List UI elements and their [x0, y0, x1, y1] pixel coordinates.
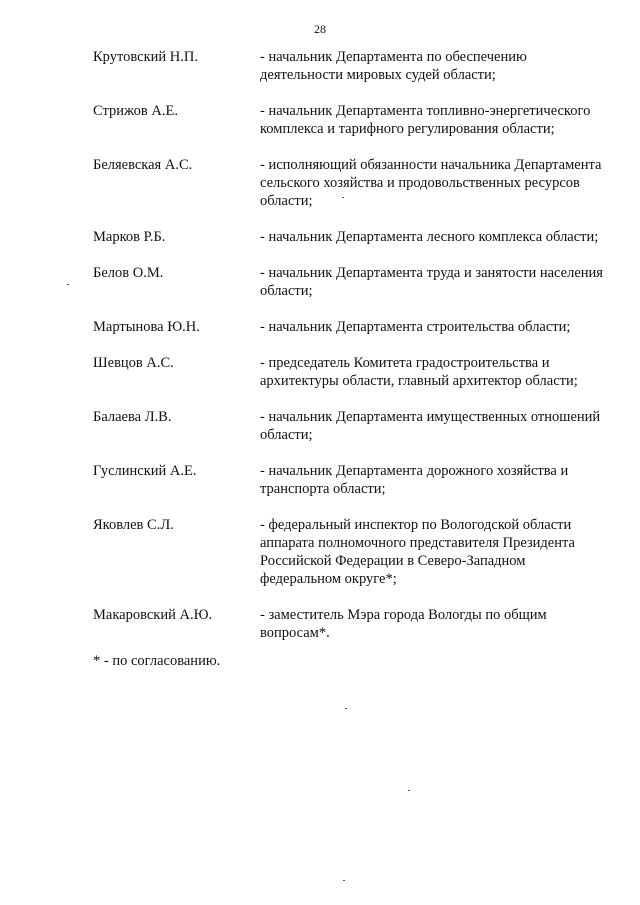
member-name: Стрижов А.Е. [93, 103, 178, 119]
member-entry [0, 516, 640, 588]
scan-speck [342, 197, 344, 198]
member-position [260, 228, 625, 246]
position-line: деятельности мировых судей области; [260, 67, 496, 83]
scan-speck [408, 790, 410, 791]
member-entry [0, 318, 640, 336]
position-line: - начальник Департамента имущественных отношений [260, 409, 601, 425]
member-entry [0, 408, 640, 444]
member-name: Балаева Л.В. [93, 409, 172, 425]
footnote: * - по согласованию. [93, 653, 221, 669]
position-line: Российской Федерации в Северо-Западном [260, 553, 526, 569]
position-line: архитектуры области, главный архитектор области; [260, 373, 578, 389]
position-line: области; [260, 427, 313, 443]
member-name: Шевцов А.С. [93, 355, 174, 371]
member-name: Макаровский А.Ю. [93, 607, 213, 623]
member-name: Гуслинский А.Е. [93, 463, 197, 479]
position-line: области; [260, 283, 313, 299]
member-position [260, 606, 625, 642]
member-position [260, 318, 625, 336]
member-position [260, 408, 625, 444]
position-line: - федеральный инспектор по Вологодской области [260, 517, 572, 533]
position-line: - начальник Департамента труда и занятости населения [260, 265, 603, 281]
member-position [260, 462, 625, 498]
position-line: транспорта области; [260, 481, 386, 497]
position-line: - начальник Департамента строительства области; [260, 319, 571, 335]
position-line: - начальник Департамента лесного комплекса области; [260, 229, 599, 245]
member-name: Мартынова Ю.Н. [93, 319, 200, 335]
member-entry [0, 102, 640, 138]
member-entry [0, 228, 640, 246]
position-line: - исполняющий обязанности начальника Департамента [260, 157, 602, 173]
member-entry [0, 156, 640, 210]
member-position [260, 48, 625, 84]
position-line: федеральном округе*; [260, 571, 397, 587]
member-position [260, 516, 625, 588]
member-entry [0, 462, 640, 498]
member-position [260, 264, 625, 300]
position-line: - заместитель Мэра города Вологды по общим [260, 607, 547, 623]
position-line: аппарата полномочного представителя Президента [260, 535, 575, 551]
member-position [260, 354, 625, 390]
member-position [260, 102, 625, 138]
member-entry [0, 264, 640, 300]
member-name: Беляевская А.С. [93, 157, 193, 173]
position-line: области; [260, 193, 313, 209]
member-name: Белов О.М. [93, 265, 164, 281]
scan-speck [343, 880, 345, 881]
page-number: 28 [314, 22, 326, 36]
position-line: вопросам*. [260, 625, 330, 641]
scan-speck [345, 708, 347, 709]
member-position [260, 156, 625, 210]
position-line: комплекса и тарифного регулирования области; [260, 121, 555, 137]
member-entry [0, 48, 640, 84]
position-line: - начальник Департамента дорожного хозяйства и [260, 463, 569, 479]
position-line: сельского хозяйства и продовольственных ресурсов [260, 175, 580, 191]
position-line: - начальник Департамента по обеспечению [260, 49, 527, 65]
member-name: Крутовский Н.П. [93, 49, 198, 65]
position-line: - начальник Департамента топливно-энергетического [260, 103, 591, 119]
position-line: - председатель Комитета градостроительства и [260, 355, 550, 371]
member-list [0, 48, 640, 642]
member-entry [0, 606, 640, 642]
member-entry [0, 354, 640, 390]
member-name: Яковлев С.Л. [93, 517, 174, 533]
member-name: Марков Р.Б. [93, 229, 166, 245]
scan-speck [67, 284, 69, 285]
